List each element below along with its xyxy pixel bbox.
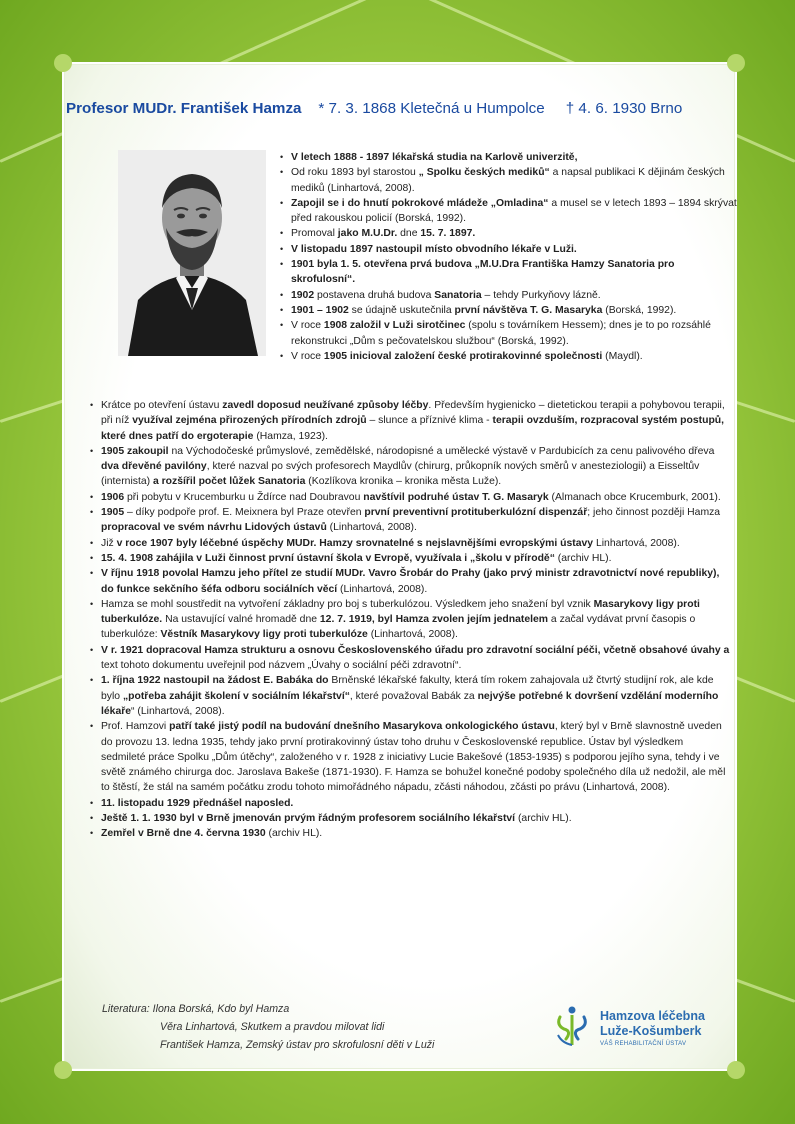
bio-text: V roce — [291, 320, 324, 332]
bio-text: (Almanach obce Krucemburk, 2001). — [548, 491, 721, 503]
frame-corner — [727, 1061, 745, 1079]
bio-text-bold: nejvýše potřebné k dovršení vzdělání moderního lékaře — [101, 690, 719, 717]
bio-text: postavena druhá budova — [314, 289, 435, 301]
bio-text-bold: v roce 1907 byly léčebné úspěchy MUDr. Hamzy srovnatelné s nejslavnějšími evropskými ústavy — [116, 537, 594, 549]
bio-text-bold: 1902 — [291, 289, 315, 301]
bio-item — [280, 349, 740, 364]
bio-text-bold: 1906 — [101, 491, 125, 503]
bio-text: na Východočeské průmyslové, zemědělské, národopisné a umělecké výstavě v Pardubicích za cenu palivového dřeva — [168, 445, 715, 457]
bio-text: , které nazval po svých profesorech Maydlův (chirurg, průkopník nových směrů v anesteziologii) a Eisseltův (internista) — [101, 461, 700, 488]
frame-corner — [54, 54, 72, 72]
bio-text-bold: 12. 7. 1919, byl Hamza zvolen jejím jednatelem — [319, 614, 549, 626]
bio-text-bold: Masarykovy ligy proti tuberkulóze. — [101, 598, 700, 626]
bio-text: (archiv HL). — [554, 552, 612, 564]
bio-item — [280, 318, 740, 349]
bio-text-bold: V letech 1888 - 1897 lékařská studia na Karlově univerzitě, — [291, 152, 578, 163]
bio-text-bold: „potřeba zahájit školení v sociálním lékařství“ — [122, 690, 350, 702]
bio-text: a začal vydávat první časopis o tuberkulóze: — [101, 614, 696, 641]
hamzova-lecebna-logo — [552, 1005, 722, 1053]
logo-tagline: VÁŠ REHABILITAČNÍ ÚSTAV — [600, 1041, 687, 1047]
bio-text: Hamza se mohl soustředit na vytvoření základny pro boj s tuberkulózou. Výsledkem jeho snažení byl vznik — [101, 598, 594, 610]
logo-figure-icon — [552, 1005, 592, 1047]
bio-text-bold: V listopadu 1897 nastoupil místo obvodního lékaře v Luži. — [291, 243, 577, 255]
bio-text-bold: propracoval ve svém návrhu Lidových ústavů — [101, 522, 327, 534]
bio-text-bold: zavedl doposud neužívané způsoby léčby — [222, 400, 429, 411]
bio-item — [280, 196, 740, 227]
bio-text-bold: 15. 4. 1908 zahájila v Luži činnost první ústavní škola v Evropě, využívala i „školu v přírodě“ — [101, 552, 555, 564]
bio-text-bold: „ Spolku českých mediků“ — [418, 167, 550, 179]
bio-text-bold: jako M.U.Dr. — [337, 228, 398, 240]
bio-text-bold: 15. 7. 1897. — [420, 228, 476, 240]
bio-text: (Hamza, 1923). — [253, 430, 328, 442]
bio-text: Již — [101, 537, 117, 549]
bio-text-bold: patří také jistý podíl na budování dnešního Masarykova onkologického ústavu — [169, 721, 555, 733]
bio-text: Brněnské lékařské fakulty, která tím rokem zahajovala už čtvrtý studijní rok, ale kde bylo — [101, 675, 714, 702]
bio-item — [280, 288, 740, 303]
bio-text: se údajně uskutečnila — [348, 304, 455, 316]
bio-text: – tehdy Purkyňovy lázně. — [481, 289, 601, 301]
bio-text-bold: Sanatoria — [434, 289, 482, 301]
bio-text-bold: V r. 1921 dopracoval Hamza strukturu a osnovu Československého úřadu pro zdravotní sociální péči, včetně obsahové úvahy a — [101, 644, 730, 656]
logo-name-line1: Hamzova léčebna — [600, 1009, 705, 1023]
bio-text-bold: Zemřel v Brně dne 4. června 1930 — [101, 828, 266, 840]
title-birth: * 7. 3. 1868 Kletečná u Humpolce — [318, 100, 545, 117]
bio-text: a musel se v letech 1893 – 1894 skrývat před rakouskou policií (Borská, 1992). — [291, 197, 737, 225]
bio-text-bold: 1908 založil v Luži sirotčinec — [323, 320, 466, 332]
bio-item — [280, 242, 740, 257]
bio-text: (Borská, 1992). — [602, 304, 677, 316]
bio-text-bold: V říjnu 1918 povolal Hamzu jeho přítel ze studií MUDr. Vavro Šrobár do Prahy (jako prvý ministr zdravotnictví nové republiky), do funkce sekčního šéfa odboru sociálních věcí — [101, 568, 720, 595]
bio-text: . Především hygienicko – dietetickou terapii a pohybovou terapii, při níž — [101, 400, 725, 427]
bio-item — [90, 536, 730, 551]
bio-item — [90, 398, 730, 444]
bio-text: a napsal publikaci K dějinám českých mediků (Linhartová, 2008). — [291, 167, 725, 194]
frame-corner — [54, 1061, 72, 1079]
bio-text: Krátce po otevření ústavu — [101, 400, 223, 411]
title-name: Profesor MUDr. František Hamza — [66, 100, 302, 117]
bio-text-bold: Ještě 1. 1. 1930 byl v Brně jmenován prvým řádným profesorem sociálního lékařství — [101, 813, 516, 825]
bio-text: text tohoto dokumentu uveřejnil pod názvem „Úvahy o sociální péči zdravotní“. — [101, 660, 462, 672]
bio-text-bold: 1905 inicioval založení české protirakovinné společnosti — [323, 350, 603, 362]
literature-line: Věra Linhartová, Skutkem a pravdou milovat lidi — [160, 1021, 385, 1033]
bio-text-bold: dva dřevěné pavilóny — [101, 461, 207, 473]
bio-text: , který byl v Brně slavnostně uveden do provozu 13. ledna 1935, tehdy jako první protirakovinný ústav toho druhu v Československé republice. Ústav byl výsledkem sedmileté práce Spolku „Dům útěchy“, založeného v r. 1928 z iniciativy Lucie Bakešové (1853-1935) s podporou jejího syna, tehdy i ve světě známého chirurga doc. Jaroslava Bakeše (1871-1930). F. Hamza se bohužel konečné podoby společného díla už nedožil, ale měl to štěstí, že stál na samém počátku zrodu tohoto mimořádného nápadu, zčásti náhodou, zčásti po právu (Linhartová, 2008). — [101, 721, 726, 794]
bio-text-bold: využíval zejména přirozených přírodních zdrojů — [132, 415, 367, 427]
bio-item — [90, 796, 730, 811]
bio-text-bold: Zapojil se i do hnutí pokrokové mládeže „Omladina“ — [291, 197, 549, 209]
bio-item — [90, 811, 730, 826]
bio-text: , které považoval Babák za — [349, 690, 478, 702]
bio-item — [280, 226, 740, 241]
bio-item — [280, 150, 740, 165]
logo-name-line2: Luže-Košumberk — [600, 1024, 702, 1038]
bio-text: Promoval — [291, 228, 338, 240]
bio-text: (archiv HL). — [265, 828, 323, 840]
bio-item — [280, 165, 740, 196]
bio-item — [90, 673, 730, 719]
bio-text: (Linhartová, 2008). — [326, 522, 417, 534]
bio-item — [90, 551, 730, 566]
bio-text: – slunce a příznivé klima - — [366, 415, 493, 427]
bio-text: Od roku 1893 byl starostou — [291, 167, 419, 179]
biography-list-top — [280, 150, 740, 364]
bio-text-bold: 1. října 1922 nastoupil na žádost E. Babáka do — [101, 675, 329, 687]
bio-text: Na ustavující valné hromadě dne — [162, 614, 320, 626]
bio-text: (archiv HL). — [515, 813, 572, 825]
bio-item — [90, 490, 730, 505]
page-title — [66, 100, 682, 117]
bio-text-bold: navštívil podruhé ústav T. G. Masaryk — [363, 491, 549, 503]
bio-text: při pobytu v Krucemburku u Ždírce nad Doubravou — [124, 491, 364, 503]
literature-line: František Hamza, Zemský ústav pro skrofulosní děti v Luži — [160, 1039, 435, 1051]
bio-text-bold: 11. listopadu 1929 přednášel naposled. — [101, 797, 294, 809]
portrait-photo — [118, 150, 266, 356]
bio-text: Prof. Hamzovi — [101, 721, 170, 733]
bio-text-bold: Věstník Masarykovy ligy proti tuberkulóze — [160, 629, 368, 641]
bio-text: Linhartová, 2008). — [593, 537, 680, 549]
bio-text: – díky podpoře prof. E. Meixnera byl Praze otevřen — [124, 507, 365, 519]
bio-text-bold: 1901 – 1902 — [291, 304, 349, 316]
bio-text-bold: a rozšířil počet lůžek Sanatoria — [152, 476, 306, 488]
bio-item — [90, 597, 730, 643]
bio-text: (Kozlíkova kronika – kronika města Luže). — [305, 476, 502, 488]
bio-item — [90, 505, 730, 536]
bio-item — [280, 303, 740, 318]
bio-text: (Maydl). — [602, 350, 643, 362]
bio-text: “ (Linhartová, 2008). — [131, 705, 225, 717]
bio-item — [90, 826, 730, 841]
biography-list-main — [90, 398, 730, 842]
bio-text: V roce — [291, 350, 324, 362]
bio-text-bold: 1901 byla 1. 5. otevřena prvá budova „M.U.Dra Františka Hamzy Sanatoria pro skrofulosní“. — [291, 259, 675, 286]
bio-item — [90, 719, 730, 795]
bio-item — [90, 444, 730, 490]
bio-text: (Linhartová, 2008). — [367, 629, 458, 641]
bio-text-bold: 1905 zakoupil — [101, 445, 169, 457]
literature-references — [102, 1000, 434, 1054]
bio-text: ; jeho činnost později Hamza — [587, 507, 721, 519]
portrait-image — [118, 150, 266, 356]
bio-text-bold: terapii ovzduším, rozpracoval systém postupů, které dnes patří do ergoterapie — [101, 415, 725, 442]
bio-text: (Linhartová, 2008). — [337, 583, 428, 595]
bio-text: (spolu s továrníkem Hessem); dnes je to po rozsáhlé rekonstrukci „Dům s pečovatelskou službou“ (Borská, 1992). — [291, 320, 711, 347]
literature-line: Literatura: Ilona Borská, Kdo byl Hamza — [102, 1003, 290, 1015]
bio-text-bold: první preventivní protituberkulózní dispenzář — [364, 507, 588, 519]
bio-item — [90, 643, 730, 674]
bio-text: dne — [397, 228, 421, 240]
frame-corner — [727, 54, 745, 72]
bio-item — [90, 566, 730, 597]
bio-text-bold: první návštěva T. G. Masaryka — [454, 304, 603, 316]
bio-text-bold: 1905 — [101, 507, 125, 519]
title-death: † 4. 6. 1930 Brno — [565, 100, 683, 117]
bio-item — [280, 257, 740, 288]
